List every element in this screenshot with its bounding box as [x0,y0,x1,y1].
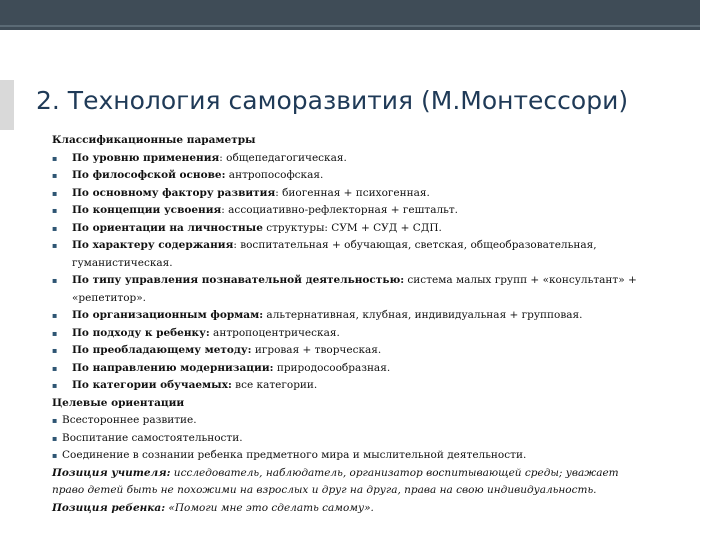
classification-item-value: природосообразная. [273,361,391,374]
bullet-icon: ▪ [52,311,58,320]
classification-item [52,185,652,203]
classification-item-value: антропоцентрическая. [209,326,340,339]
top-decorative-band [0,0,720,30]
top-band-corner [700,0,720,30]
classification-item-label: По типу управления познавательной деятельностью: [72,274,405,286]
classification-item-label: По категории обучаемых: [72,379,232,391]
classification-item [52,220,652,238]
bullet-icon: ▪ [52,188,58,198]
classification-item-value: игровая + творческая. [251,344,382,356]
classification-item [52,377,652,395]
classification-item-value: антропософская. [225,169,324,181]
bullet-icon: ▪ [52,153,58,163]
classification-item [52,167,652,185]
teacher-position [52,465,652,500]
bullet-icon: ▪ [52,416,58,425]
bullet-icon: ▪ [52,241,58,250]
slide-content [52,132,652,517]
bullet-icon: ▪ [52,363,58,373]
classification-item-label: По концепции усвоения [72,204,222,216]
bullet-icon: ▪ [52,328,58,338]
classification-item-label: По организационным формам: [72,309,264,321]
bullet-icon: ▪ [52,381,58,390]
classification-item-label: По ориентации на личностные [72,221,263,234]
classification-item [52,342,652,360]
bullet-icon: ▪ [52,223,58,233]
goal-item-text: Всестороннее развитие. [62,414,197,426]
bullet-icon: ▪ [52,171,58,180]
classification-item-label: По философской основе: [72,169,226,181]
classification-item [52,325,652,343]
bullet-icon: ▪ [52,206,58,215]
classification-item-value: система малых групп + «консультант» + «репетитор». [72,274,637,304]
bullet-icon: ▪ [52,276,58,285]
classification-item-value: : биогенная + психогенная. [275,186,430,199]
classification-item-label: По уровню применения [72,151,220,164]
child-position-label: Позиция ребенка: [52,501,166,514]
classification-item [52,360,652,378]
classification-item [52,272,652,307]
classification-item-value: : общепедагогическая. [219,151,347,164]
top-band-stripe [0,25,720,27]
classification-item-label: По основному фактору развития [72,186,276,199]
goals-heading: Целевые ориентации [52,396,185,409]
goals-list [52,412,652,465]
classification-item-label: По преобладающему методу: [72,344,252,356]
child-position [52,500,652,518]
classification-item-value: структуры: СУМ + СУД + СДП. [262,221,442,234]
bullet-icon: ▪ [52,433,58,443]
classification-item-value: все категории. [231,379,318,391]
teacher-position-text: исследователь, наблюдатель, организатор воспитывающей среды; уважает право детей быть не похожими на взрослых и друг на друга, права на свою индивидуальность. [52,466,619,496]
classification-item [52,237,652,272]
classification-list [52,150,652,395]
child-position-text: «Помоги мне это сделать самому». [165,501,374,514]
classification-item-label: По подходу к ребенку: [72,326,210,339]
bullet-icon: ▪ [52,346,58,355]
classification-heading: Классификационные параметры [52,134,256,146]
teacher-position-label: Позиция учителя: [52,466,171,479]
slide-title: 2. Технология саморазвития (М.Монтессори) [36,86,629,115]
classification-item-value: : воспитательная + обучающая, светская, общеобразовательная, гуманистическая. [72,239,597,269]
goal-item-text: Воспитание самостоятельности. [62,431,243,444]
goal-item [52,430,652,448]
classification-item-value: : ассоциативно-рефлекторная + гештальт. [221,204,458,216]
goal-item-text: Соединение в сознании ребенка предметного мира и мыслительной деятельности. [62,449,527,461]
classification-item [52,307,652,325]
classification-item-label: По направлению модернизации: [72,361,274,374]
classification-item-value: альтернативная, клубная, индивидуальная + групповая. [263,309,583,321]
classification-item [52,202,652,220]
goal-item [52,447,652,465]
goal-item [52,412,652,430]
title-accent-bar [0,80,14,130]
classification-item [52,150,652,168]
bullet-icon: ▪ [52,451,58,460]
classification-item-label: По характеру содержания [72,239,234,251]
